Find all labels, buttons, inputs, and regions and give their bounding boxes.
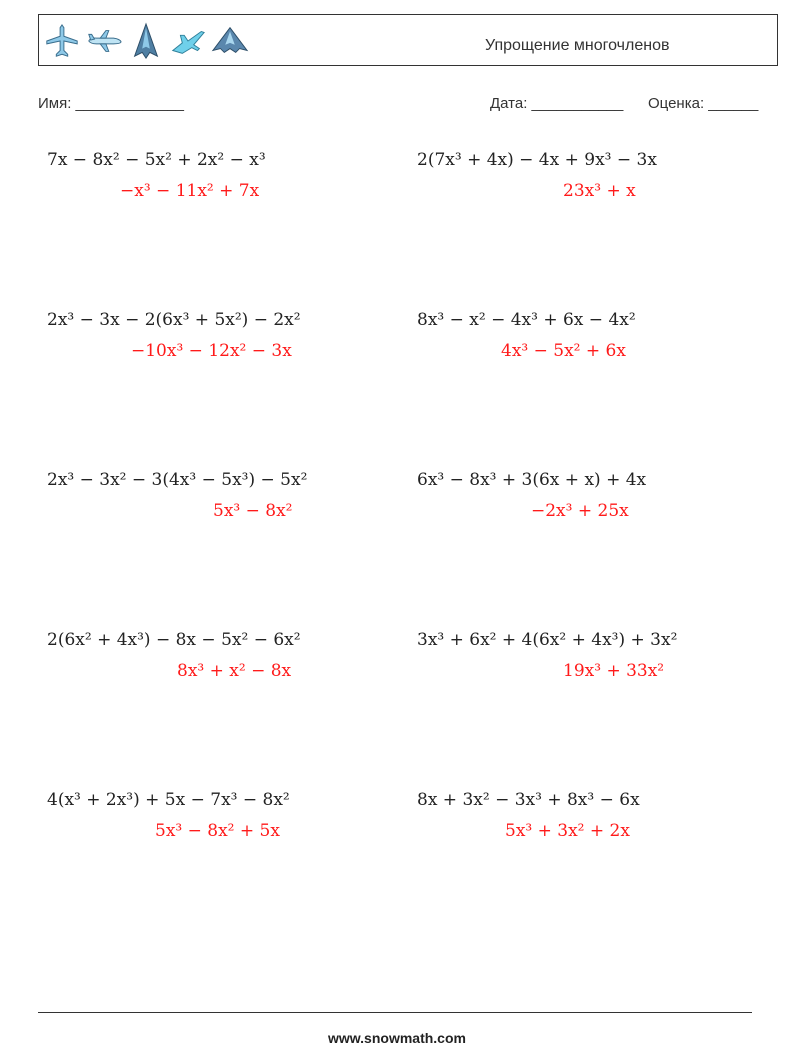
problem-1-expression: 7x − 8x² − 5x² + 2x² − x³ [47,150,266,170]
problem-5-expression: 2x³ − 3x² − 3(4x³ − 5x³) − 5x² [47,470,308,490]
problem-10-expression: 8x + 3x² − 3x³ + 8x³ − 6x [417,790,640,810]
header-box [38,14,778,66]
grade-field-label: Оценка: ______ [648,95,759,112]
problem-5-answer: 5x³ − 8x² [213,501,293,521]
icon-strip [43,19,249,63]
airplane-icon [43,21,81,61]
date-field-label: Дата: ___________ [490,95,624,112]
problem-7-expression: 2(6x² + 4x³) − 8x − 5x² − 6x² [47,630,301,650]
problem-8-expression: 3x³ + 6x² + 4(6x² + 4x³) + 3x² [417,630,678,650]
problem-7-answer: 8x³ + x² − 8x [177,661,292,681]
footer-url: www.snowmath.com [328,1030,466,1046]
fighter-jet-icon [169,21,207,61]
problem-2-expression: 2(7x³ + 4x) − 4x + 9x³ − 3x [417,150,657,170]
problem-10-answer: 5x³ + 3x² + 2x [505,821,630,841]
footer-divider [38,1012,752,1013]
problem-9-expression: 4(x³ + 2x³) + 5x − 7x³ − 8x² [47,790,290,810]
jet-plane-icon [85,21,123,61]
problem-2-answer: 23x³ + x [563,181,636,201]
problem-8-answer: 19x³ + 33x² [563,661,665,681]
stealth-bomber-icon [211,21,249,61]
problem-4-expression: 8x³ − x² − 4x³ + 6x − 4x² [417,310,636,330]
problem-3-answer: −10x³ − 12x² − 3x [131,341,292,361]
problem-6-answer: −2x³ + 25x [531,501,629,521]
problem-9-answer: 5x³ − 8x² + 5x [155,821,280,841]
stealth-jet-icon [127,21,165,61]
problem-4-answer: 4x³ − 5x² + 6x [501,341,626,361]
name-field-label: Имя: _____________ [38,95,185,112]
problem-1-answer: −x³ − 11x² + 7x [120,181,260,201]
problem-6-expression: 6x³ − 8x³ + 3(6x + x) + 4x [417,470,647,490]
problem-3-expression: 2x³ − 3x − 2(6x³ + 5x²) − 2x² [47,310,301,330]
page-title: Упрощение многочленов [485,37,670,54]
